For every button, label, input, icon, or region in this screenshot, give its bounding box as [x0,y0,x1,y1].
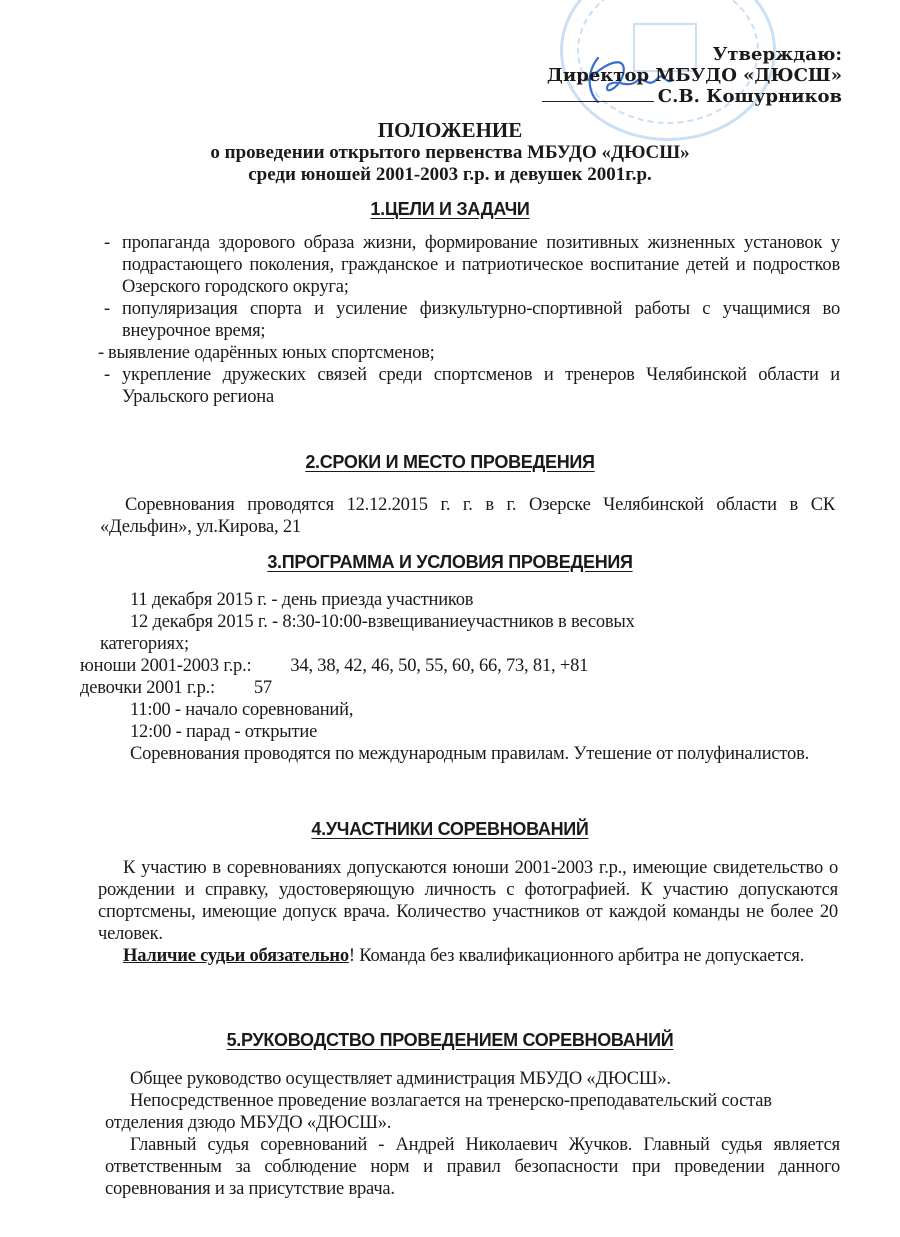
girls-label: девочки 2001 г.р.: [80,678,215,698]
boys-weights-row [80,655,840,677]
program-weighing: 12 декабря 2015 г. - 8:30-10:00-взвещиваниеучастников в весовых [130,612,635,632]
section-management-heading: 5.РУКОВОДСТВО ПРОВЕДЕНИЕМ СОРЕВНОВАНИЙ [226,1030,674,1050]
program-block [80,589,840,765]
goal-item: - выявление одарённых юных спортсменов; [98,343,435,363]
section-participants-heading: 4.УЧАСТНИКИ СОРЕВНОВАНИЙ [311,819,589,839]
management-p3: Главный судья соревнований - Андрей Николаевич Жучков. Главный судья является ответственным за соблюдение норм и правил безопасности при проведении данного соревнования и за присутствие врача. [105,1135,840,1199]
participants-block [98,857,838,967]
boys-weights: 34, 38, 42, 46, 50, 55, 60, 66, 73, 81, +81 [290,656,589,676]
title-subtitle-2: среди юношей 2001-2003 г.р. и девушек 2001г.р. [248,164,652,185]
title-subtitle-1: о проведении открытого первенства МБУДО «ДЮСШ» [210,142,690,163]
section-goals-heading: 1.ЦЕЛИ И ЗАДАЧИ [370,199,530,219]
participants-text: К участию в соревнованиях допускаются юноши 2001-2003 г.р., имеющие свидетельство о рождении и справку, удостоверяющую личность с фотографией. К участию допускаются спортсмены, имеющие допуск врача. Количество участников от каждой команды не более 20 человек. [98,858,838,944]
management-p2: Непосредственное проведение возлагается на тренерско-преподавательский состав отделения дзюдо МБУДО «ДЮСШ». [105,1091,772,1133]
program-parade: 12:00 - парад - открытие [130,722,318,742]
approval-label: Утверждаю: [712,44,842,65]
goal-item: - пропаганда здорового образа жизни, формирование позитивных жизненных установок у подрастающего поколения, гражданское и патриотическое воспитание детей и подростков Озерского городского округа; [104,233,840,297]
program-rules: Соревнования проводятся по международным правилам. Утешение от полуфиналистов. [130,744,810,764]
girls-weights: 57 [253,678,272,698]
judge-required-emphasis: Наличие судьи обязательно [123,946,349,966]
signature-line [542,87,654,102]
approval-block [542,44,842,107]
management-block [105,1068,840,1200]
approval-name: С.В. Кошурников [657,86,842,107]
program-arrival: 11 декабря 2015 г. - день приезда участников [130,590,474,610]
program-start: 11:00 - начало соревнований, [130,700,354,720]
management-p1: Общее руководство осуществляет администрация МБУДО «ДЮСШ». [130,1069,671,1089]
section-dates-heading: 2.СРОКИ И МЕСТО ПРОВЕДЕНИЯ [305,452,595,472]
judge-requirement: Наличие судьи обязательно! Команда без квалификационного арбитра не допускается. [123,946,805,966]
goal-item: - популяризация спорта и усиление физкультурно-спортивной работы с учащимися во внеурочное время; [104,299,840,341]
section-program-heading: 3.ПРОГРАММА И УСЛОВИЯ ПРОВЕДЕНИЯ [267,552,633,572]
goal-item: - укрепление дружеских связей среди спортсменов и тренеров Челябинской области и Уральского региона [104,365,840,407]
girls-weights-row [80,677,840,699]
document-title [0,118,900,186]
dates-text: Соревнования проводятся 12.12.2015 г. г. в г. Озерске Челябинской области в СК «Дельфин», ул.Кирова, 21 [100,495,835,537]
program-categories: категориях; [100,634,189,654]
approval-position: Директор МБУДО «ДЮСШ» [546,65,842,86]
title-main: ПОЛОЖЕНИЕ [377,118,523,142]
goals-list [98,232,840,408]
boys-label: юноши 2001-2003 г.р.: [80,656,252,676]
